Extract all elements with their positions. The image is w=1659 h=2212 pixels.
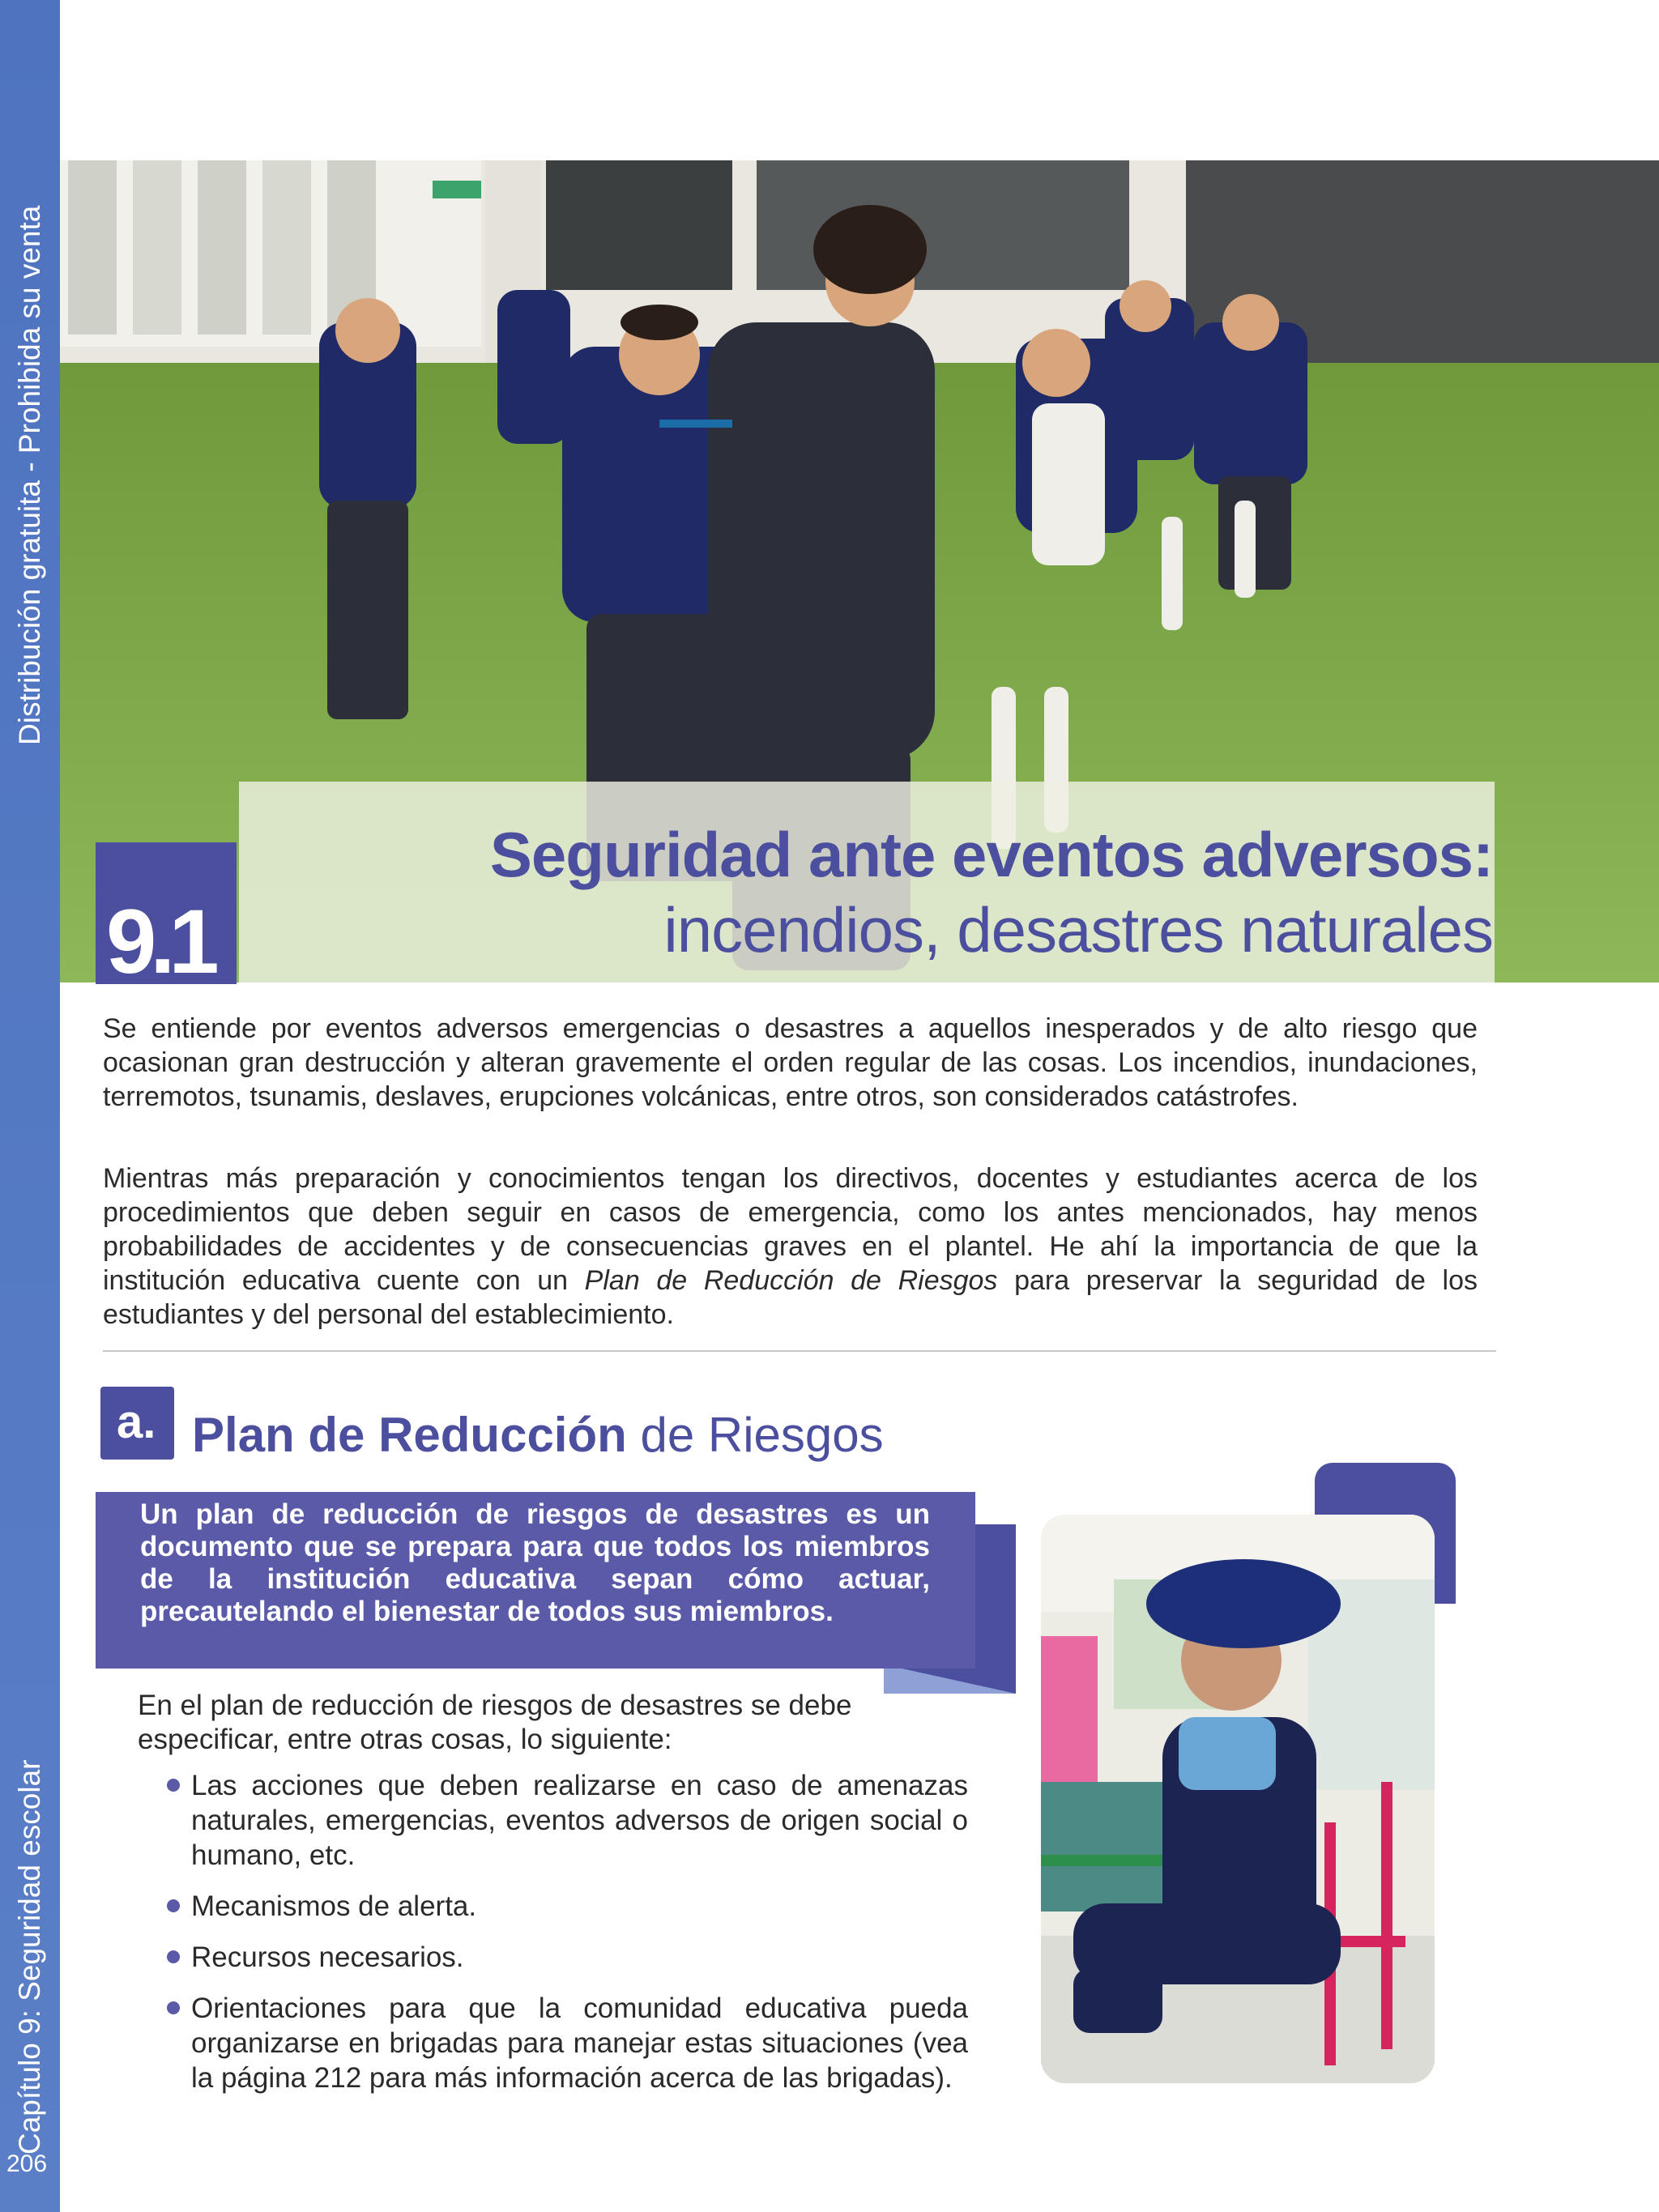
subsection-title-light: de Riesgos [626, 1408, 884, 1462]
list-item-text: Mecanismos de alerta. [191, 1890, 477, 1922]
divider [103, 1350, 1496, 1352]
subsection-title-bold: Plan de Reducción [192, 1408, 627, 1462]
page-number: 206 [6, 2150, 48, 2177]
paragraph-text: para preservar la seguridad de los estudiantes y del personal del establecimiento. [103, 1265, 1478, 1330]
list-item [160, 1940, 968, 1975]
student-photo [1041, 1515, 1435, 2083]
paragraph-text: Mientras más preparación y conocimientos tengan los directivos, docentes y estudiantes acerca de los procedimientos que deben seguir en casos de emergencia, como los antes mencionados, hay menos probabilidades de accidentes y de consecuencias graves en el plantel. He ahí la importancia de que la institución educativa cuente con un [103, 1163, 1478, 1296]
distribution-notice: Distribución gratuita - Prohibida su venta [13, 205, 46, 745]
list-item [160, 1991, 968, 2095]
section-number: 9.1 [106, 891, 213, 992]
plan-name-italic: Plan de Reducción de Riesgos [584, 1265, 998, 1296]
bullet-icon [167, 1779, 180, 1792]
bullet-icon [167, 1899, 180, 1912]
list-item-text: Recursos necesarios. [191, 1941, 464, 1973]
intro-paragraph-2 [103, 1161, 1478, 1332]
list-item-text: Las acciones que deben realizarse en caso de amenazas naturales, emergencias, eventos adversos de origen social o humano, etc. [191, 1770, 968, 1871]
list-item-text: Orientaciones para que la comunidad educativa pueda organizarse en brigadas para manejar estas situaciones (vea la página 212 para más información acerca de las brigadas). [191, 1993, 968, 2094]
list-item [160, 1889, 968, 1924]
requirements-list [160, 1768, 968, 2112]
bullet-icon [167, 2001, 180, 2014]
list-intro: En el plan de reducción de riesgos de desastres se debe especificar, entre otras cosas, lo siguiente: [138, 1690, 852, 1755]
subsection-letter: a. [117, 1396, 156, 1448]
definition-text: Un plan de reducción de riesgos de desastres es un documento que se prepara para que todos los miembros de la institución educativa sepan cómo actuar, precautelando el bienestar de todos sus miembros. [140, 1498, 930, 1627]
intro-paragraph-1: Se entiende por eventos adversos emergencias o desastres a aquellos inesperados y de alto riesgo que ocasionan gran destrucción y alteran gravemente el orden regular de las cosas. Los incendios, inundaciones, terremotos, tsunamis, deslaves, erupciones volcánicas, entre otros, son considerados catástrofes. [103, 1013, 1478, 1112]
page-title: Seguridad ante eventos adversos: [489, 819, 1493, 890]
chapter-label: Capítulo 9: Seguridad escolar [13, 1759, 46, 2154]
subsection-title [192, 1407, 884, 1463]
bullet-icon [167, 1950, 180, 1963]
list-item [160, 1768, 968, 1873]
page-subtitle: incendios, desastres naturales [663, 894, 1493, 965]
